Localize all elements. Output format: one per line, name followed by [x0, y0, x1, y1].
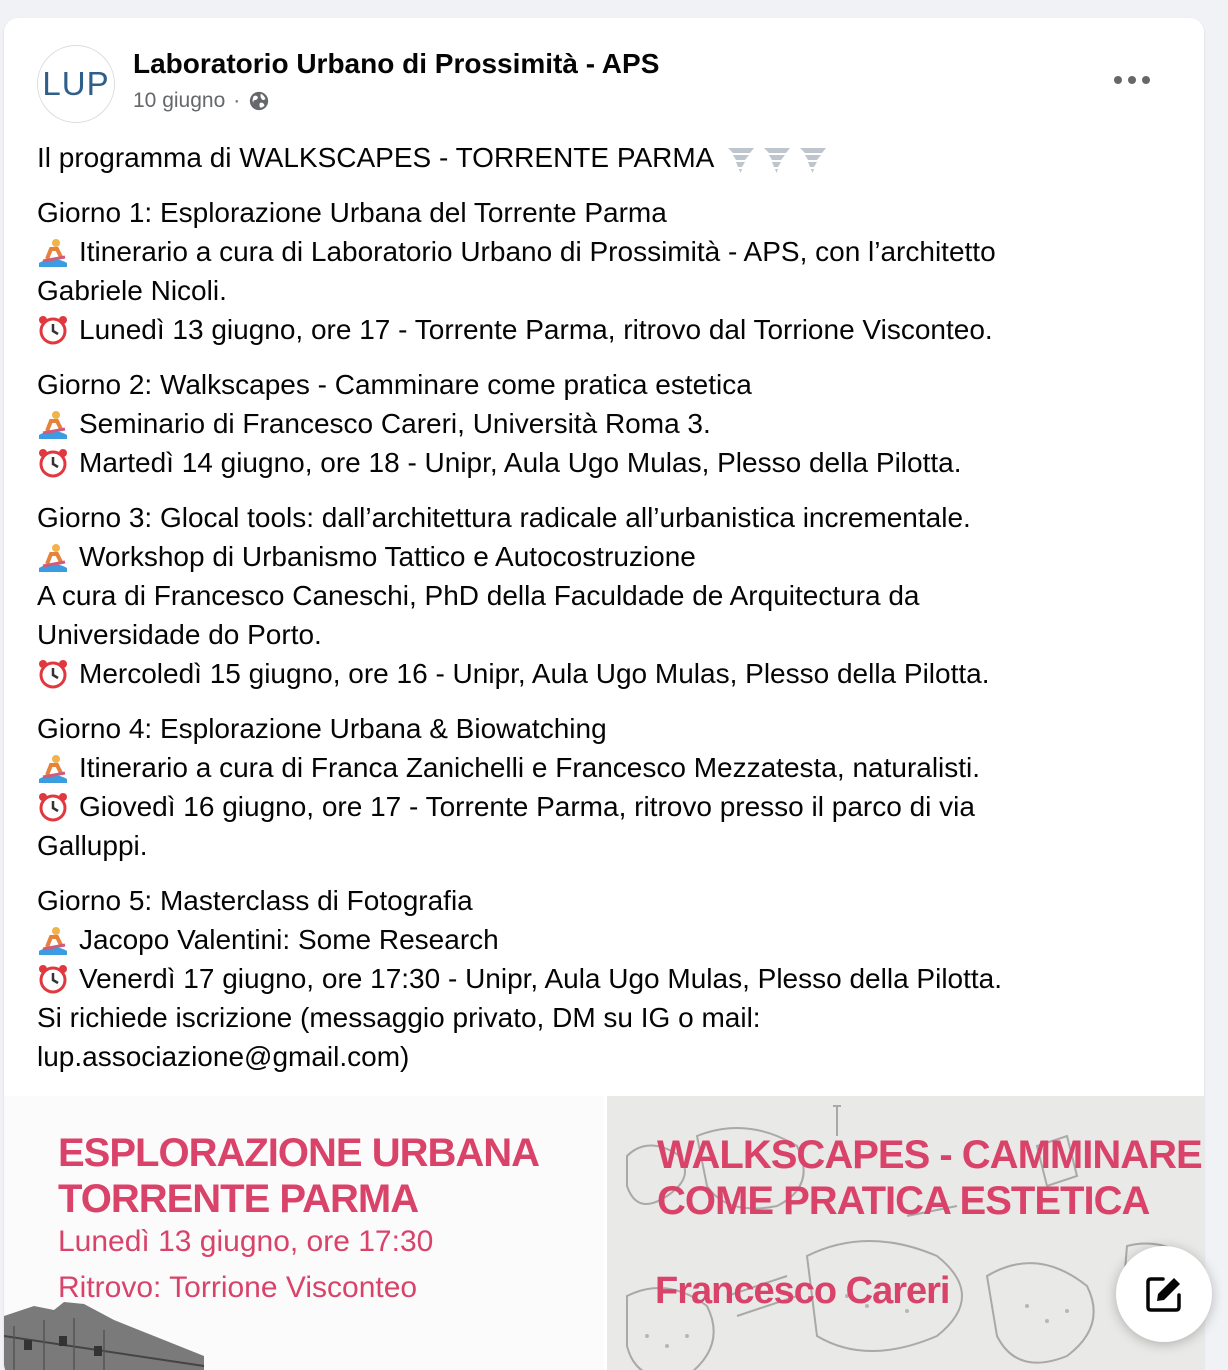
day-desc-text: Itinerario a cura di Laboratorio Urbano di Prossimità - APS, con l’architetto — [79, 236, 996, 267]
day-desc-text: Itinerario a cura di Franca Zanichelli e Francesco Mezzatesta, naturalisti. — [79, 752, 981, 783]
email-link[interactable]: lup.associazione@gmail.com) — [37, 1041, 410, 1072]
day-extra-line: Universidade do Porto. — [37, 619, 322, 650]
poster-subtitle-line: Lunedì 13 giugno, ore 17:30 — [58, 1225, 434, 1258]
surfer-emoji-icon — [37, 925, 69, 955]
poster-title-line: TORRENTE PARMA — [58, 1177, 419, 1221]
intro-text: Il programma di WALKSCAPES - TORRENTE PARMA — [37, 142, 713, 173]
more-options-button[interactable] — [1108, 62, 1156, 98]
day-desc-line — [37, 920, 1167, 959]
intro-paragraph — [37, 138, 1167, 177]
day-4-paragraph — [37, 709, 1167, 865]
poster-author: Francesco Careri — [655, 1270, 950, 1312]
alarm-clock-icon — [37, 792, 69, 822]
day-desc-line — [37, 748, 1167, 787]
alarm-clock-icon — [37, 448, 69, 478]
globe-icon[interactable] — [248, 90, 270, 112]
surfer-emoji-icon — [37, 409, 69, 439]
day-title: Giorno 3: Glocal tools: dall’architettura radicale all’urbanistica incrementale. — [37, 502, 971, 533]
day-desc-text: Seminario di Francesco Careri, Università Roma 3. — [79, 408, 711, 439]
day-1-paragraph — [37, 193, 1167, 349]
day-extra-line: A cura di Francesco Caneschi, PhD della Faculdade de Arquitectura da — [37, 580, 920, 611]
day-desc-line — [37, 404, 1167, 443]
tornado-emoji-icon — [761, 143, 793, 175]
day-5-paragraph — [37, 881, 1167, 1076]
surfer-emoji-icon — [37, 753, 69, 783]
compose-button[interactable] — [1116, 1246, 1212, 1342]
surfer-emoji-icon — [37, 542, 69, 572]
day-when-line — [37, 443, 1167, 482]
post-header — [4, 18, 1204, 128]
post-meta — [133, 89, 270, 113]
day-when-line — [37, 654, 1167, 693]
day-when-line — [37, 959, 1167, 998]
day-desc-line — [37, 232, 1167, 271]
meta-separator: · — [233, 89, 241, 112]
tornado-emoji-icon — [725, 143, 757, 175]
poster-title-line: WALKSCAPES - CAMMINARE — [657, 1133, 1202, 1177]
day-when-line: Galluppi. — [37, 830, 148, 861]
poster-subtitle-line: Ritrovo: Torrione Visconteo — [58, 1271, 418, 1304]
alarm-clock-icon — [37, 964, 69, 994]
post-card — [4, 18, 1204, 1370]
day-desc-text: Jacopo Valentini: Some Research — [79, 924, 499, 955]
alarm-clock-icon — [37, 659, 69, 689]
poster-title-line: COME PRATICA ESTETICA — [657, 1179, 1150, 1223]
day-title: Giorno 2: Walkscapes - Camminare come pratica estetica — [37, 369, 752, 400]
day-when-text: Venerdì 17 giugno, ore 17:30 - Unipr, Aula Ugo Mulas, Plesso della Pilotta. — [79, 963, 1003, 994]
day-title: Giorno 5: Masterclass di Fotografia — [37, 885, 473, 916]
poster-image-left[interactable] — [4, 1096, 604, 1370]
page-name-link[interactable]: Laboratorio Urbano di Prossimità - APS — [133, 48, 660, 79]
tornado-emoji-icon — [797, 143, 829, 175]
day-when-text: Giovedì 16 giugno, ore 17 - Torrente Parma, ritrovo presso il parco di via — [79, 791, 975, 822]
day-when-text: Mercoledì 15 giugno, ore 16 - Unipr, Aula Ugo Mulas, Plesso della Pilotta. — [79, 658, 990, 689]
poster-image-right[interactable] — [607, 1096, 1204, 1370]
surfer-emoji-icon — [37, 237, 69, 267]
day-when-text: Lunedì 13 giugno, ore 17 - Torrente Parma, ritrovo dal Torrione Visconteo. — [79, 314, 993, 345]
day-title: Giorno 1: Esplorazione Urbana del Torrente Parma — [37, 197, 667, 228]
post-images — [4, 1096, 1204, 1370]
intro-line — [37, 138, 1167, 177]
alarm-clock-icon — [37, 315, 69, 345]
signup-line: Si richiede iscrizione (messaggio privato, DM su IG o mail: — [37, 1002, 761, 1033]
day-desc-line — [37, 537, 1167, 576]
day-when-line — [37, 310, 1167, 349]
post-date-link[interactable]: 10 giugno — [133, 89, 226, 112]
avatar[interactable] — [37, 45, 115, 123]
avatar-logo-text: LUP — [42, 65, 110, 102]
day-3-paragraph — [37, 498, 1167, 693]
compose-icon — [1143, 1273, 1185, 1315]
day-desc-text: Workshop di Urbanismo Tattico e Autocostruzione — [79, 541, 696, 572]
post-text — [37, 138, 1167, 1092]
day-when-line — [37, 787, 1167, 826]
poster-title-line: ESPLORAZIONE URBANA — [58, 1131, 540, 1175]
day-desc-line: Gabriele Nicoli. — [37, 275, 227, 306]
day-2-paragraph — [37, 365, 1167, 482]
more-options-icon — [1112, 74, 1152, 86]
day-title: Giorno 4: Esplorazione Urbana & Biowatching — [37, 713, 607, 744]
day-when-text: Martedì 14 giugno, ore 18 - Unipr, Aula Ugo Mulas, Plesso della Pilotta. — [79, 447, 962, 478]
castle-sketch-illustration — [4, 1296, 204, 1370]
